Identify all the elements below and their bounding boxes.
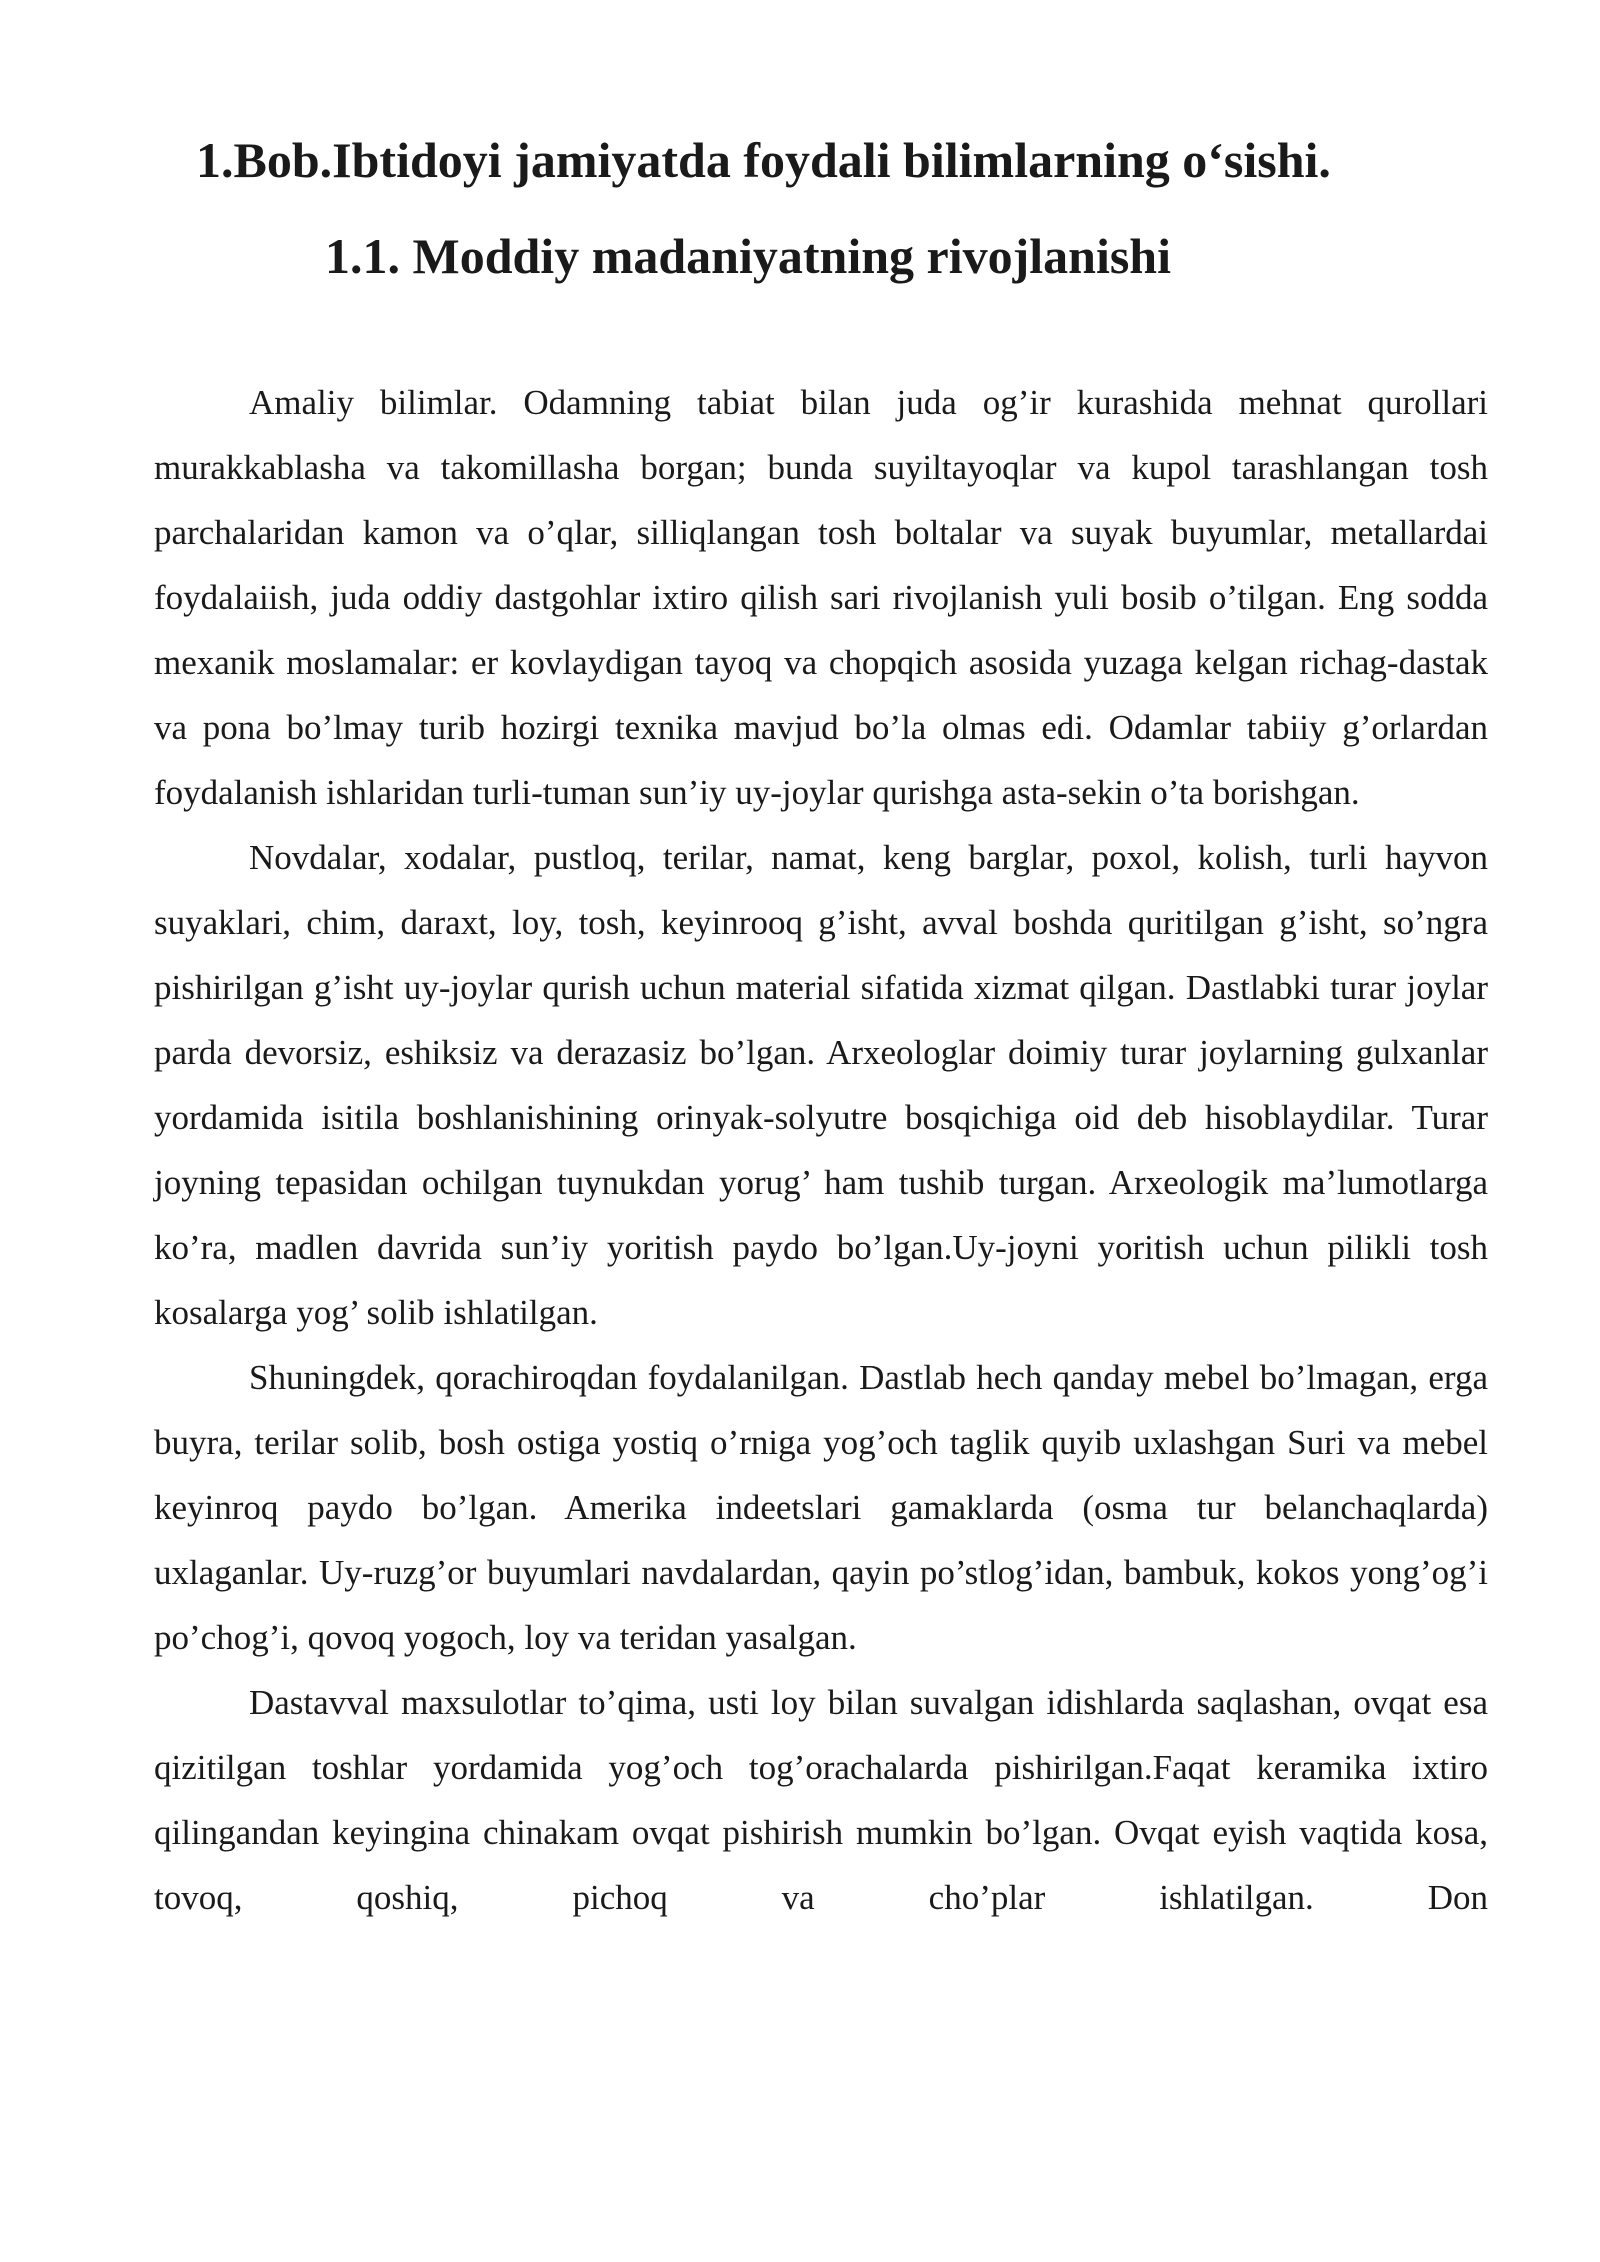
paragraph-3: Shuningdek, qorachiroqdan foydalanilgan. Dastlab hech qanday mebel bo’lmagan, erga buyra, terilar solib, bosh ostiga yostiq o’rniga yog’och taglik quyib uxlashgan Suri va mebel keyinroq paydo bo’lgan. Amerika indeetslari gamaklarda (osma tur belanchaqlarda) uxlaganlar. Uy-ruzg’or buyumlari navdalardan, qayin po’stlog’idan, bambuk, kokos yong’og’i po’chog’i, qovoq yogoch, loy va teridan yasalgan.	[154, 1358, 1488, 1657]
chapter-title: 1.Bob.Ibtidoyi jamiyatda foydali bilimlarning o‘sishi.	[196, 132, 1331, 188]
paragraph-2: Novdalar, xodalar, pustloq, terilar, namat, keng barglar, poxol, kolish, turli hayvon suyaklari, chim, daraxt, loy, tosh, keyinrooq g’isht, avval boshda quritilgan g’isht, so’ngra pishirilgan g’isht uy-joylar qurish uchun material sifatida xizmat qilgan. Dastlabki turar joylar parda devorsiz, eshiksiz va derazasiz bo’lgan. Arxeologlar doimiy turar joylarning gulxanlar yordamida isitila boshlanishining orinyak-solyutre bosqichiga oid deb hisoblaydilar. Turar joyning tepasidan ochilgan tuynukdan yorug’ ham tushib turgan. Arxeologik ma’lumotlarga ko’ra, madlen davrida sun’iy yoritish paydo bo’lgan.Uy-joyni yoritish uchun pilikli tosh kosalarga yog’ solib ishlatilgan.	[154, 838, 1488, 1332]
body-text	[154, 370, 1488, 1930]
paragraph-4: Dastavval maxsulotlar to’qima, usti loy bilan suvalgan idishlarda saqlashan, ovqat esa qizitilgan toshlar yordamida yog’och tog’orachalarda pishirilgan.Faqat keramika ixtiro qilingandan keyingina chinakam ovqat pishirish mumkin bo’lgan. Ovqat eyish vaqtida kosa, tovoq, qoshiq, pichoq va cho’plar ishlatilgan. Don	[154, 1683, 1488, 1917]
heading-block	[0, 128, 1600, 288]
section-title: 1.1. Moddiy madaniyatning rivojlanishi	[325, 228, 1171, 284]
paragraph-1: Amaliy bilimlar. Odamning tabiat bilan juda og’ir kurashida mehnat qurollari murakkablasha va takomillasha borgan; bunda suyiltayoqlar va kupol tarashlangan tosh parchalaridan kamon va o’qlar, silliqlangan tosh boltalar va suyak buyumlar, metallardai foydalaiish, juda oddiy dastgohlar ixtiro qilish sari rivojlanish yuli bosib o’tilgan. Eng sodda mexanik moslamalar: er kovlaydigan tayoq va chopqich asosida yuzaga kelgan richag-dastak va pona bo’lmay turib hozirgi texnika mavjud bo’la olmas edi. Odamlar tabiiy g’orlardan foydalanish ishlaridan turli-tuman sun’iy uy-joylar qurishga asta-sekin o’ta borishgan.	[154, 383, 1488, 812]
